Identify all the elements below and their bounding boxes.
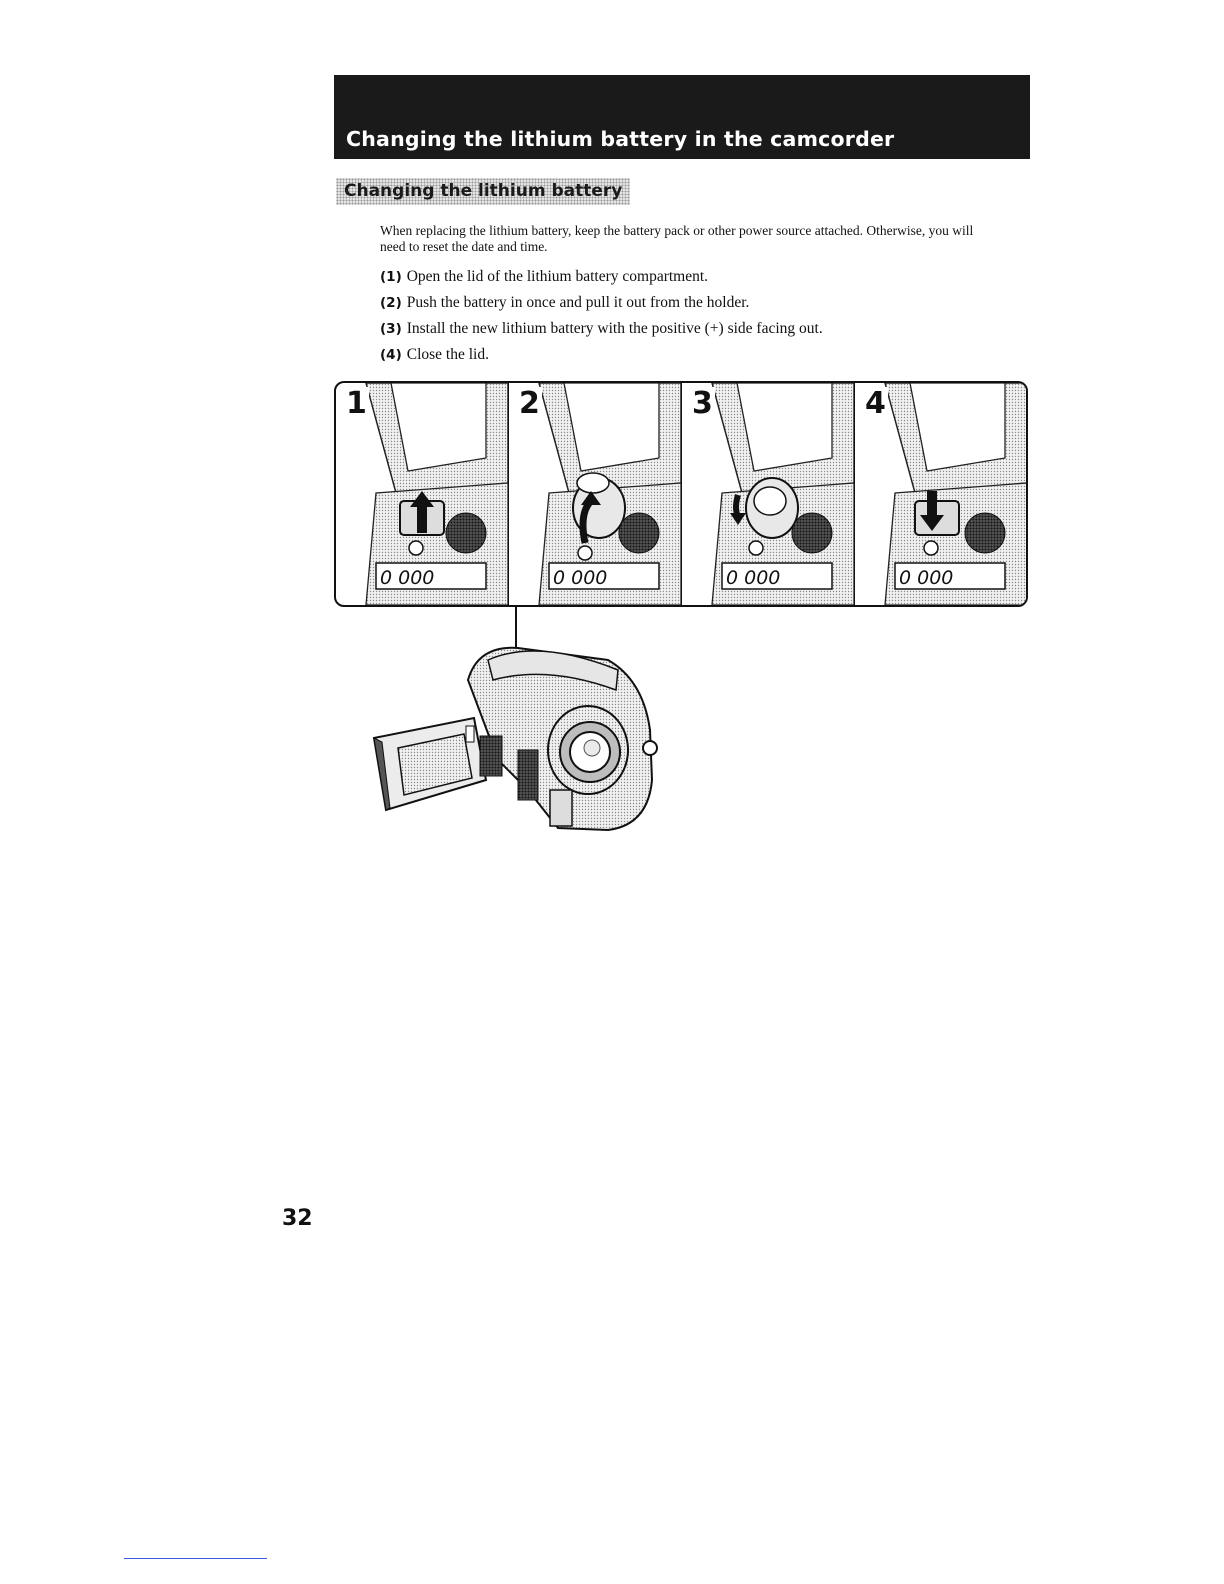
step-number: (2) — [380, 295, 402, 311]
panel-number: 3 — [692, 386, 713, 421]
page-number: 32 — [282, 1206, 313, 1231]
illustration-panel — [855, 383, 1026, 605]
footer-rule — [124, 1558, 267, 1559]
counter-display: 0 000 — [726, 567, 781, 589]
step-text: Install the new lithium battery with the positive (+) side facing out. — [406, 320, 823, 337]
header-bar — [334, 75, 1030, 159]
page-title: Changing the lithium battery in the camcorder — [346, 127, 895, 151]
illustration-panel — [509, 383, 682, 605]
panel-number: 1 — [346, 386, 367, 421]
step-text: Close the lid. — [406, 346, 489, 363]
step-text: Push the battery in once and pull it out from the holder. — [406, 294, 750, 311]
counter-display: 0 000 — [553, 567, 608, 589]
panel-number: 2 — [519, 386, 540, 421]
step-item — [380, 316, 823, 342]
intro-paragraph: When replacing the lithium battery, keep the battery pack or other power source attached. Otherwise, you will need to reset the date and time. — [380, 223, 974, 254]
step-text: Open the lid of the lithium battery compartment. — [406, 268, 709, 285]
step-number: (4) — [380, 347, 402, 363]
step-item — [380, 264, 823, 290]
illustration-panel — [682, 383, 855, 605]
counter-display: 0 000 — [380, 567, 435, 589]
step-item — [380, 290, 823, 316]
panel-number: 4 — [865, 386, 886, 421]
step-item — [380, 342, 823, 368]
illustration-strip — [334, 381, 1028, 607]
illustration-panel — [336, 383, 509, 605]
camcorder-illustration — [368, 640, 668, 835]
step-number: (1) — [380, 269, 402, 285]
step-list — [380, 264, 823, 368]
step-number: (3) — [380, 321, 402, 337]
section-title: Changing the lithium battery — [336, 178, 630, 205]
counter-display: 0 000 — [899, 567, 954, 589]
